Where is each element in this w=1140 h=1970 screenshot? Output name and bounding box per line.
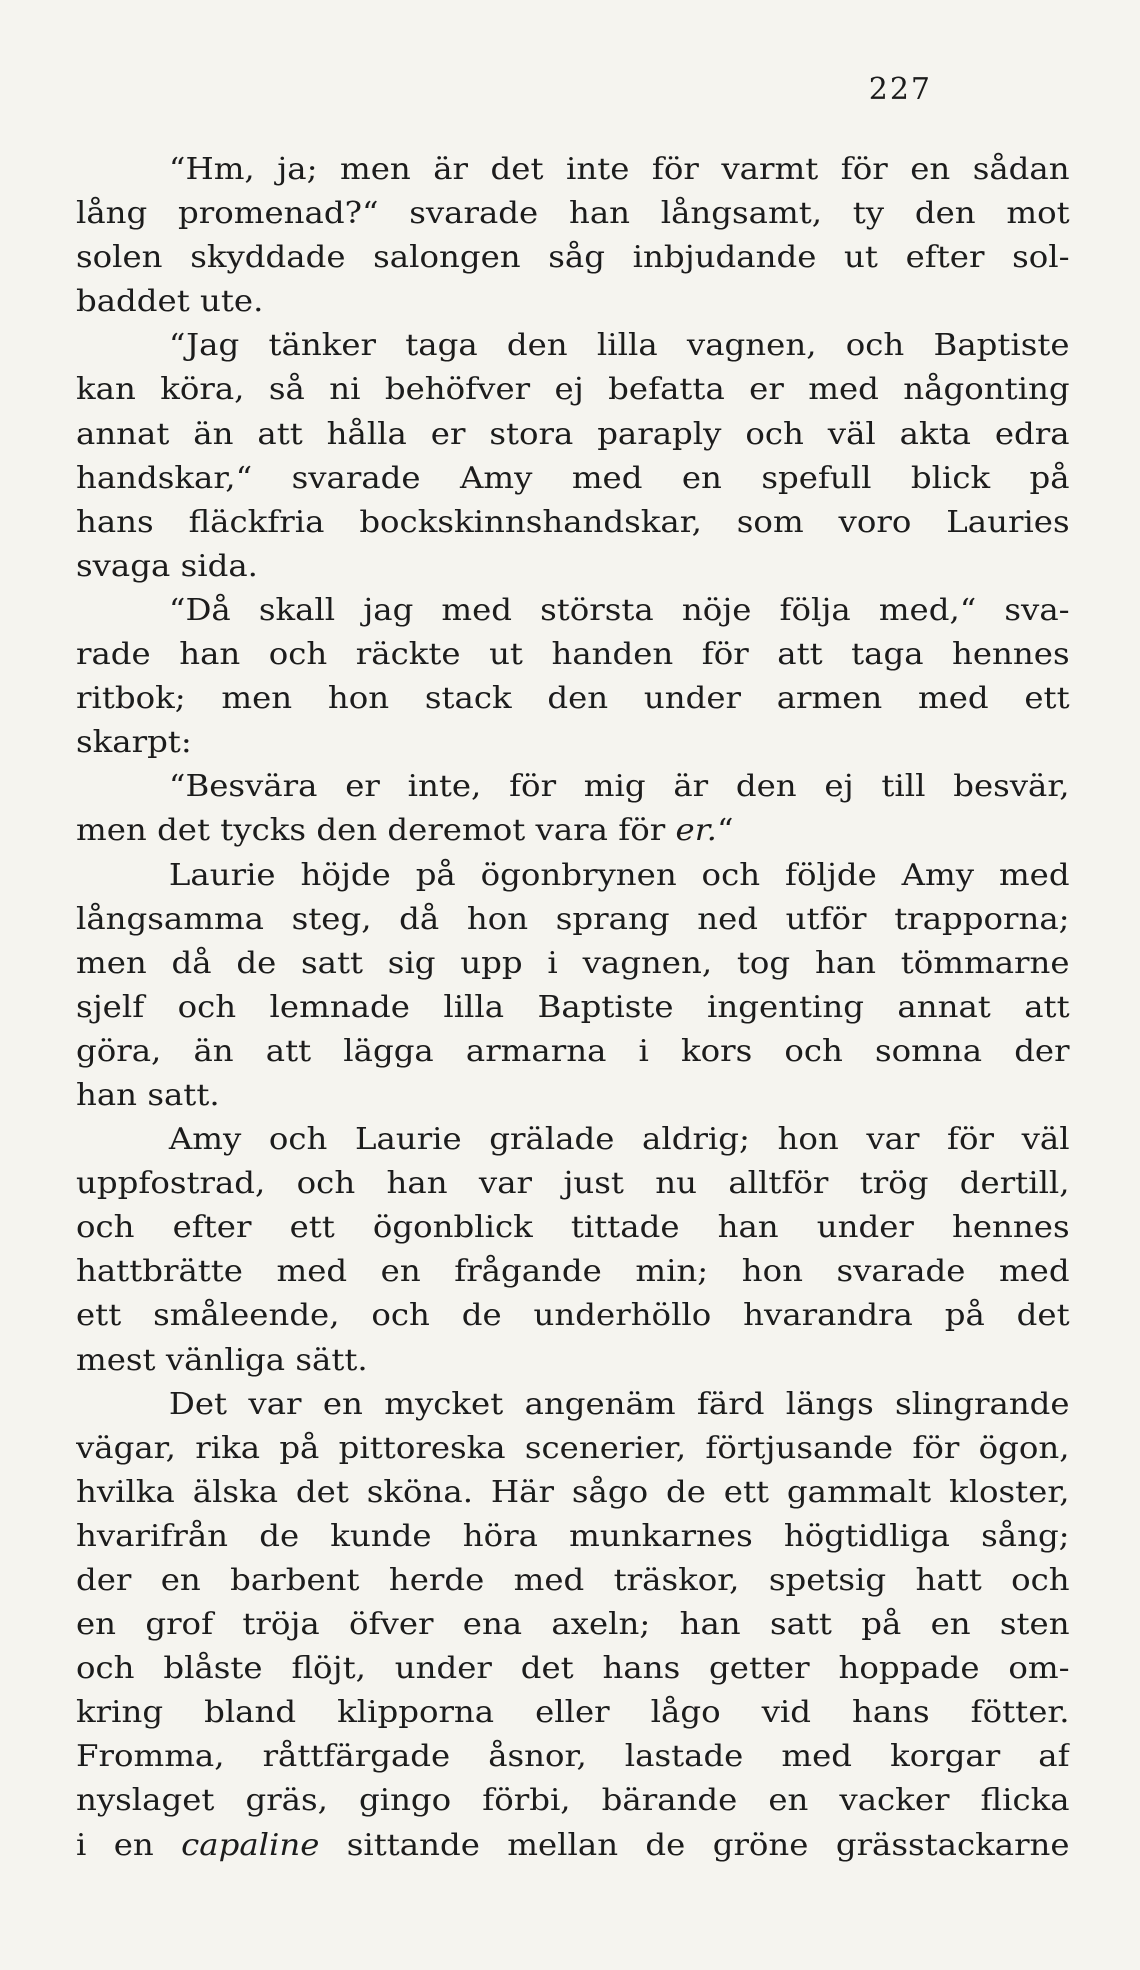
text-line [76,413,1070,457]
text-line [76,589,1070,633]
line-text: och efter ett ögonblick tittade han under hennes [76,1210,1070,1246]
text-line [76,148,1070,192]
line-text: rade han och räckte ut handen för att taga hennes [76,637,1070,673]
text-line [76,1779,1070,1823]
line-text: lång promenad?“ svarade han långsamt, ty den mot [76,196,1070,232]
line-text: skarpt: [76,725,192,761]
line-text: sjelf och lemnade lilla Baptiste ingenting annat att [76,989,1070,1025]
text-line [76,324,1070,368]
italic-word: er. [675,813,717,849]
line-text: uppfostrad, och han var just nu alltför trög dertill, [76,1166,1070,1202]
line-text: nyslaget gräs, gingo förbi, bärande en vacker flicka [76,1783,1070,1819]
line-text: hattbrätte med en frågande min; hon svarade med [76,1254,1070,1290]
line-text: kring bland klipporna eller lågo vid hans fötter. [76,1695,1070,1731]
line-text: “Jag tänker taga den lilla vagnen, och Baptiste [168,328,1070,364]
line-text: Laurie höjde på ögonbrynen och följde Amy med [168,857,1070,893]
line-text-after: “ [716,813,734,849]
line-text: “Då skall jag med största nöje följa med,“ sva- [168,592,1070,628]
line-text: göra, än att lägga armarna i kors och somna der [76,1033,1070,1069]
text-line [76,1074,1070,1118]
line-text: en grof tröja öfver ena axeln; han satt på en sten [76,1607,1070,1643]
text-line [76,765,1070,809]
line-text: långsamma steg, då hon sprang ned utför trapporna; [76,901,1070,937]
line-text: solen skyddade salongen såg inbjudande ut efter sol- [76,240,1070,276]
text-line [76,280,1070,324]
text-line [76,1383,1070,1427]
line-text: hans fläckfria bockskinnshandskar, som voro Lauries [76,504,1070,540]
line-text: hvilka älska det sköna. Här sågo de ett gammalt kloster, [76,1474,1070,1510]
text-line [76,457,1070,501]
line-text: vägar, rika på pittoreska scenerier, förtjusande för ögon, [76,1430,1070,1466]
text-line [76,1030,1070,1074]
text-line [76,501,1070,545]
text-line [76,1559,1070,1603]
text-line [76,942,1070,986]
text-line [76,1735,1070,1779]
line-text: ritbok; men hon stack den under armen med ett [76,681,1070,717]
text-line [76,1427,1070,1471]
line-text: kan köra, så ni behöfver ej befatta er med någonting [76,372,1070,408]
text-line [76,1294,1070,1338]
line-text: baddet ute. [76,284,264,320]
text-line [76,986,1070,1030]
text-line [76,545,1070,589]
line-text: och blåste flöjt, under det hans getter hoppade om- [76,1651,1070,1687]
line-text: “Besvära er inte, för mig är den ej till besvär, [168,769,1070,805]
text-line [76,1206,1070,1250]
line-text: han satt. [76,1077,220,1113]
line-text: men då de satt sig upp i vagnen, tog han tömmarne [76,945,1070,981]
text-line [76,1515,1070,1559]
page-number: 227 [868,72,932,107]
text-line [76,677,1070,721]
text-line [76,898,1070,942]
line-text-after: sittande mellan de gröne grässtackarne [319,1827,1070,1863]
text-line [76,1647,1070,1691]
text-line [76,1691,1070,1735]
line-text: Amy och Laurie grälade aldrig; hon var för väl [168,1122,1070,1158]
line-text: annat än att hålla er stora paraply och väl akta edra [76,416,1070,452]
line-text: der en barbent herde med träskor, spetsig hatt och [76,1563,1070,1598]
line-text: ett småleende, och de underhöllo hvarandra på det [76,1298,1070,1334]
text-line [76,1824,1070,1868]
text-line [76,1250,1070,1294]
text-line [76,368,1070,412]
text-line [76,1471,1070,1515]
text-line [76,721,1070,765]
line-text: “Hm, ja; men är det inte för varmt för en sådan [168,152,1070,187]
text-line [76,236,1070,280]
line-text: Fromma, råttfärgade åsnor, lastade med korgar af [76,1739,1070,1775]
text-line [76,1603,1070,1647]
text-line [76,809,1070,853]
text-line [76,1118,1070,1162]
line-text: handskar,“ svarade Amy med en spefull blick på [76,460,1070,496]
line-text: men det tycks den deremot vara för [76,813,676,849]
text-line [76,1339,1070,1383]
text-line [76,633,1070,677]
text-line [76,854,1070,898]
body-text [76,148,1070,1868]
line-text: i en [76,1827,182,1863]
line-text: svaga sida. [76,548,258,584]
line-text: Det var en mycket angenäm färd längs slingrande [168,1386,1070,1422]
line-text: hvarifrån de kunde höra munkarnes högtidliga sång; [76,1518,1070,1554]
italic-word: capaline [181,1827,320,1863]
line-text: mest vänliga sätt. [76,1342,368,1378]
text-line [76,192,1070,236]
text-line [76,1162,1070,1206]
